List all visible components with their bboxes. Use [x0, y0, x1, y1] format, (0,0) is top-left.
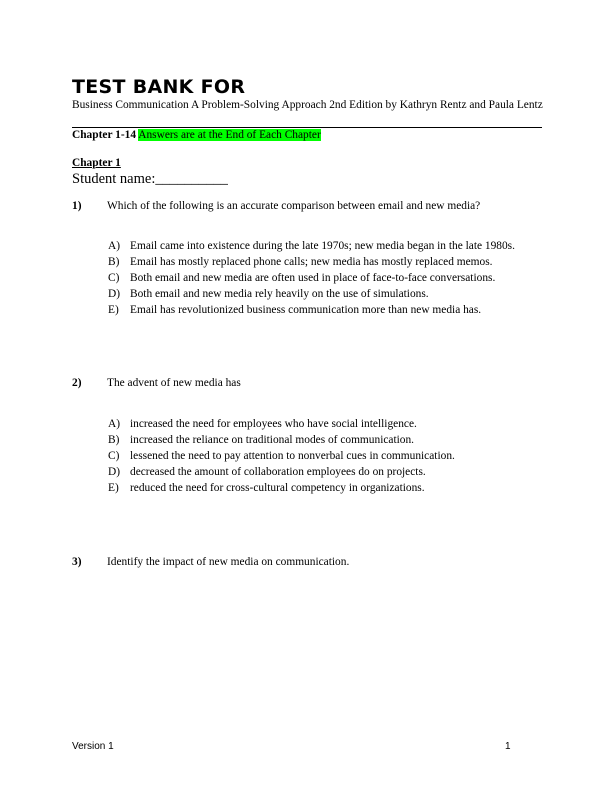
footer-version: Version 1	[72, 741, 114, 752]
question-2-text: The advent of new media has	[107, 377, 241, 389]
chapter-note-highlight: Answers are at the End of Each Chapter	[138, 129, 321, 141]
question-2-option-c	[108, 450, 455, 463]
question-1-option-a	[108, 240, 515, 253]
chapter-range: Chapter 1-14	[72, 129, 137, 141]
option-text: Email has mostly replaced phone calls; new media has mostly replaced memos.	[130, 256, 493, 268]
question-1-option-c	[108, 272, 495, 285]
question-3-text: Identify the impact of new media on communication.	[107, 556, 350, 568]
question-1-option-e	[108, 304, 481, 317]
document-title: TEST BANK FOR	[72, 76, 246, 98]
footer-page-number: 1	[505, 741, 511, 752]
option-letter: D)	[108, 288, 121, 300]
option-letter: C)	[108, 272, 120, 284]
student-name-field: Student name:__________	[72, 171, 228, 187]
question-2-option-e	[108, 482, 425, 495]
option-text: Both email and new media rely heavily on the use of simulations.	[130, 288, 429, 300]
question-1-option-d	[108, 288, 429, 301]
question-1-number: 1)	[72, 200, 82, 212]
option-letter: C)	[108, 450, 120, 462]
option-text: Both email and new media are often used in place of face-to-face conversations.	[130, 272, 496, 284]
option-letter: D)	[108, 466, 121, 478]
option-letter: B)	[108, 434, 120, 446]
question-3-number: 3)	[72, 556, 82, 568]
option-text: lessened the need to pay attention to nonverbal cues in communication.	[130, 450, 455, 462]
option-text: Email came into existence during the late 1970s; new media began in the late 1980s.	[130, 240, 515, 252]
option-text: decreased the amount of collaboration employees do on projects.	[130, 466, 426, 478]
option-text: reduced the need for cross-cultural competency in organizations.	[130, 482, 425, 494]
document-subtitle: Business Communication A Problem-Solving Approach 2nd Edition by Kathryn Rentz and Paula Lentz	[72, 99, 543, 111]
chapter-heading: Chapter 1	[72, 157, 121, 169]
option-letter: E)	[108, 304, 119, 316]
question-1-text: Which of the following is an accurate comparison between email and new media?	[107, 200, 481, 212]
option-letter: A)	[108, 240, 121, 252]
option-text: Email has revolutionized business communication more than new media has.	[130, 304, 482, 316]
header-divider	[72, 127, 542, 128]
option-letter: B)	[108, 256, 120, 268]
option-text: increased the reliance on traditional modes of communication.	[130, 434, 415, 446]
chapter-range-line	[72, 129, 321, 142]
option-letter: A)	[108, 418, 121, 430]
question-2-option-a	[108, 418, 417, 431]
question-2-number: 2)	[72, 377, 82, 389]
option-text: increased the need for employees who have social intelligence.	[130, 418, 417, 430]
option-letter: E)	[108, 482, 119, 494]
question-2-option-b	[108, 434, 414, 447]
question-1-option-b	[108, 256, 493, 269]
question-2-option-d	[108, 466, 426, 479]
